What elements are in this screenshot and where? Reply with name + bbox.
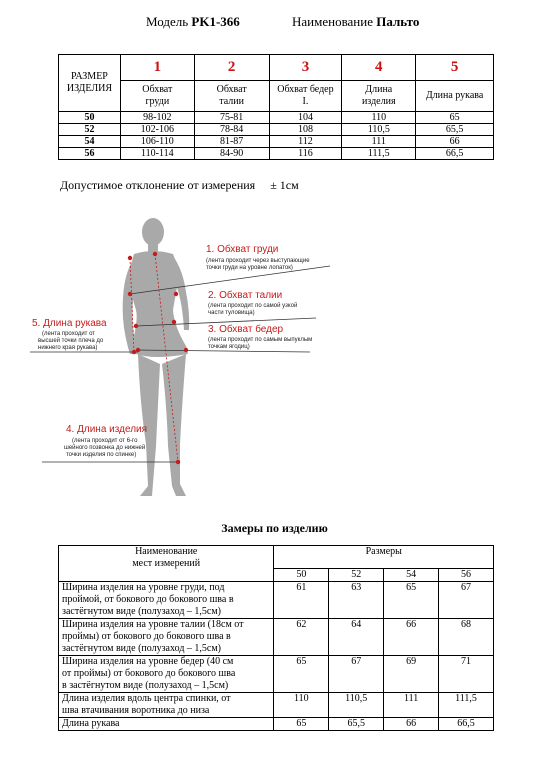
value-cell: 111 xyxy=(342,136,416,148)
size-row xyxy=(59,148,494,160)
document-header xyxy=(0,14,549,34)
size-cell: 56 xyxy=(59,148,121,160)
measurement-name-line: от проймы) от бокового до бокового шва xyxy=(62,668,236,679)
measurement-name-line: проймы) от бокового до бокового шва в xyxy=(62,631,231,642)
column-number: 5 xyxy=(416,55,494,81)
model-value: PK1-366 xyxy=(191,14,240,29)
size-row xyxy=(59,136,494,148)
value-cell: 98-102 xyxy=(120,112,194,124)
column-number: 1 xyxy=(120,55,194,81)
value-cell: 65 xyxy=(416,112,494,124)
figure-head xyxy=(142,218,164,246)
column-label-line: изделия xyxy=(361,96,396,107)
label-desc: шейного позвонка до нижней xyxy=(64,445,146,451)
size-cell: 52 xyxy=(59,124,121,136)
measurement-value: 66,5 xyxy=(439,718,494,731)
label-desc: нижнего края рукава) xyxy=(38,345,98,351)
label-title: 3. Обхват бедер xyxy=(208,324,284,335)
product-name-value: Пальто xyxy=(376,14,420,29)
measurement-row xyxy=(59,693,494,718)
column-label-line: Обхват xyxy=(142,84,173,95)
size-header xyxy=(59,55,121,112)
label-chest xyxy=(206,243,310,271)
measurement-value: 68 xyxy=(439,619,494,656)
measurements-header-row xyxy=(59,546,494,569)
measurement-value: 110,5 xyxy=(329,693,384,718)
value-cell: 81-87 xyxy=(194,136,269,148)
column-label xyxy=(342,81,416,112)
size-cell: 50 xyxy=(59,112,121,124)
label-title: 1. Обхват груди xyxy=(206,244,279,255)
marker xyxy=(128,256,132,260)
label-desc: высшей точки плеча до xyxy=(38,338,104,344)
size-col: 52 xyxy=(329,569,384,582)
value-cell: 110-114 xyxy=(120,148,194,160)
name-header-line: мест измерений xyxy=(132,558,201,569)
column-label-line: Длина xyxy=(365,84,393,95)
measurement-row xyxy=(59,718,494,731)
size-col: 50 xyxy=(274,569,329,582)
measurement-name-line: шва втачивания воротника до низа xyxy=(62,705,210,716)
marker xyxy=(176,460,180,464)
marker xyxy=(172,320,176,324)
measurement-value: 63 xyxy=(329,582,384,619)
measurement-value: 67 xyxy=(329,656,384,693)
product-name-label: Наименование xyxy=(292,14,373,29)
value-cell: 106-110 xyxy=(120,136,194,148)
model-line xyxy=(146,14,240,30)
measurement-name xyxy=(59,582,274,619)
measurement-name xyxy=(59,619,274,656)
measurement-value: 67 xyxy=(439,582,494,619)
marker xyxy=(132,350,136,354)
label-title: 5. Длина рукава xyxy=(32,318,107,329)
value-cell: 84-90 xyxy=(194,148,269,160)
measurement-row xyxy=(59,619,494,656)
model-label: Модель xyxy=(146,14,189,29)
label-desc: части туловища) xyxy=(208,310,255,316)
label-desc: точкам ягодиц) xyxy=(208,344,250,350)
marker xyxy=(174,292,178,296)
product-name-line xyxy=(292,14,419,30)
size-table-label-row xyxy=(59,81,494,112)
measurements-table xyxy=(58,545,494,731)
size-col: 54 xyxy=(384,569,439,582)
marker xyxy=(184,348,188,352)
label-desc: (лента проходит от xyxy=(42,331,96,337)
measurement-value: 65 xyxy=(274,718,329,731)
name-header xyxy=(59,546,274,582)
column-label-line: Обхват бедер xyxy=(277,84,334,95)
measurement-name-line: Длина изделия вдоль центра спинки, от xyxy=(62,693,231,704)
measurement-value: 111 xyxy=(384,693,439,718)
value-cell: 78-84 xyxy=(194,124,269,136)
measurement-name-line: Ширина изделия на уровне талии (18см от xyxy=(62,619,244,630)
size-row xyxy=(59,112,494,124)
size-header-line: РАЗМЕР xyxy=(71,71,108,82)
measurement-name xyxy=(59,656,274,693)
value-cell: 66,5 xyxy=(416,148,494,160)
column-label-line: талии xyxy=(219,96,244,107)
column-number: 3 xyxy=(269,55,342,81)
size-row xyxy=(59,124,494,136)
label-length xyxy=(64,424,147,458)
measurement-name-line: в застёгнутом виде (полузаход – 1,5см) xyxy=(62,680,229,691)
label-desc: (лента проходит по самой узкой xyxy=(208,303,298,309)
measurement-value: 69 xyxy=(384,656,439,693)
label-desc: точки груди на уровне лопаток) xyxy=(206,265,293,271)
measurement-value: 64 xyxy=(329,619,384,656)
measurement-name-line: Ширина изделия на уровне груди, под xyxy=(62,582,225,593)
measurement-value: 71 xyxy=(439,656,494,693)
value-cell: 108 xyxy=(269,124,342,136)
measurement-name-line: Ширина изделия на уровне бедер (40 см xyxy=(62,656,234,667)
measurement-row xyxy=(59,656,494,693)
column-number: 4 xyxy=(342,55,416,81)
size-header-line: ИЗДЕЛИЯ xyxy=(66,83,112,94)
value-cell: 110 xyxy=(342,112,416,124)
column-number: 2 xyxy=(194,55,269,81)
column-label-line: Обхват xyxy=(216,84,247,95)
size-cell: 54 xyxy=(59,136,121,148)
measurement-name-line: проймой, от бокового до бокового шва в xyxy=(62,594,234,605)
value-cell: 65,5 xyxy=(416,124,494,136)
measurement-value: 65 xyxy=(274,656,329,693)
size-col: 56 xyxy=(439,569,494,582)
value-cell: 102-106 xyxy=(120,124,194,136)
size-table xyxy=(58,54,494,160)
label-sleeve xyxy=(32,318,107,351)
tolerance-note xyxy=(60,178,299,193)
column-label-line: груди xyxy=(145,96,170,107)
value-cell: 104 xyxy=(269,112,342,124)
label-desc: (лента проходит от 6-го xyxy=(72,438,138,444)
measurement-name-line: застёгнутом виде (полузаход – 1,5см) xyxy=(62,643,222,654)
measurement-value: 110 xyxy=(274,693,329,718)
value-cell: 75-81 xyxy=(194,112,269,124)
column-label xyxy=(120,81,194,112)
measurement-name: Длина рукава xyxy=(59,718,274,731)
measurement-value: 111,5 xyxy=(439,693,494,718)
value-cell: 112 xyxy=(269,136,342,148)
label-desc: точки изделия по спинке) xyxy=(66,452,137,458)
column-label xyxy=(194,81,269,112)
measurement-value: 61 xyxy=(274,582,329,619)
measurements-title: Замеры по изделию xyxy=(221,521,328,535)
measurement-value: 65,5 xyxy=(329,718,384,731)
label-hips xyxy=(208,323,312,350)
label-waist xyxy=(208,289,297,316)
marker xyxy=(128,292,132,296)
label-desc: (лента проходит по самым выпуклым xyxy=(208,337,313,343)
measurement-value: 65 xyxy=(384,582,439,619)
tolerance-label: Допустимое отклонение от измерения xyxy=(60,178,256,192)
measurement-name-line: застёгнутом виде (полузаход – 1,5см) xyxy=(62,606,222,617)
size-table-number-row xyxy=(59,55,494,81)
tolerance-value: ± 1см xyxy=(270,178,299,192)
marker xyxy=(136,348,140,352)
value-cell: 116 xyxy=(269,148,342,160)
sizes-header: Размеры xyxy=(274,546,494,569)
column-label: Длина рукава xyxy=(416,81,494,112)
measurement-value: 66 xyxy=(384,619,439,656)
label-desc: (лента проходит через выступающие xyxy=(206,258,310,264)
value-cell: 66 xyxy=(416,136,494,148)
column-label xyxy=(269,81,342,112)
measurement-figure xyxy=(30,214,350,504)
measurement-value: 66 xyxy=(384,718,439,731)
value-cell: 111,5 xyxy=(342,148,416,160)
measurement-row xyxy=(59,582,494,619)
marker xyxy=(134,324,138,328)
label-title: 2. Обхват талии xyxy=(208,290,283,301)
measurement-name xyxy=(59,693,274,718)
column-label-line: I. xyxy=(302,96,309,107)
name-header-line: Наименование xyxy=(135,546,198,557)
marker xyxy=(153,252,157,256)
value-cell: 110,5 xyxy=(342,124,416,136)
measurement-value: 62 xyxy=(274,619,329,656)
label-title: 4. Длина изделия xyxy=(66,424,148,435)
